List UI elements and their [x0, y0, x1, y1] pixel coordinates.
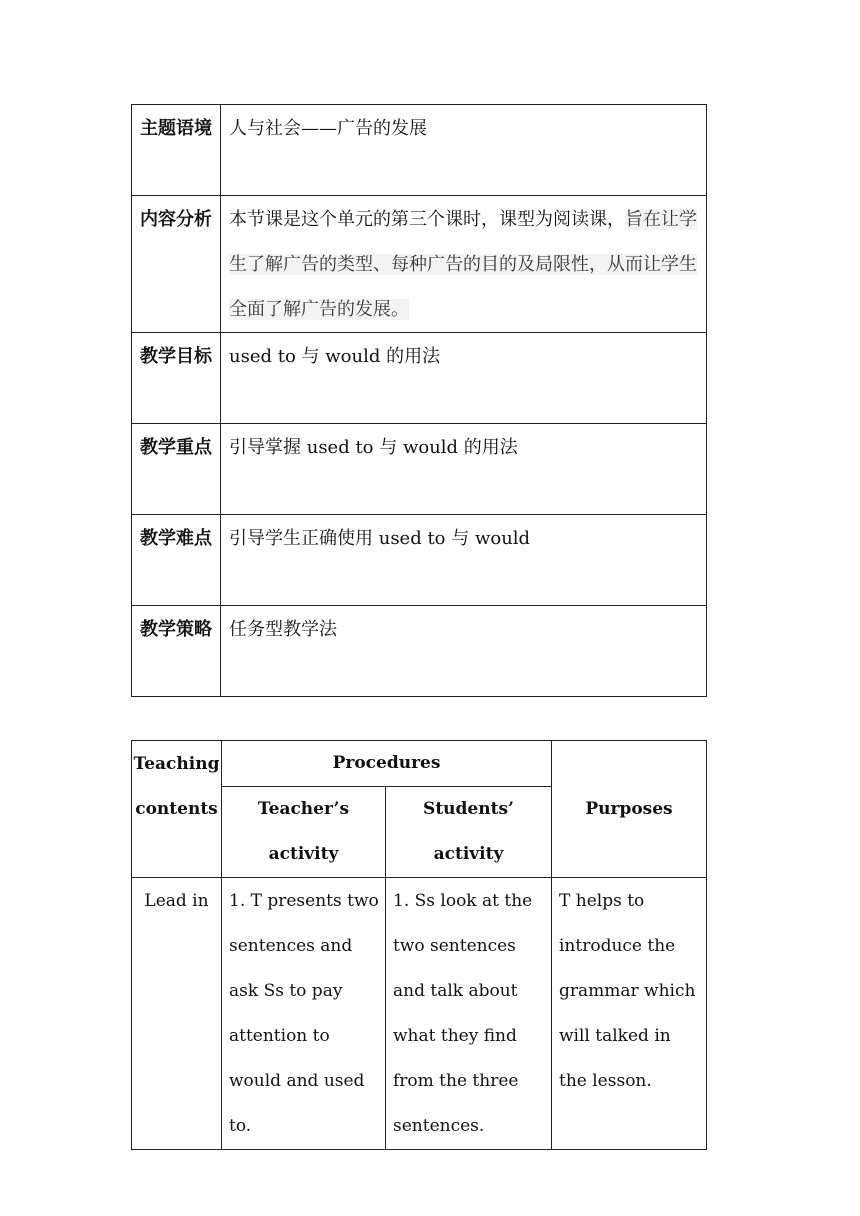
- info-row-objectives: [132, 333, 707, 424]
- cell-teacher-activity: 1. T presents two sentences and ask Ss to pay attention to would and used to.: [222, 878, 386, 1150]
- info-value-objectives: used to 与 would 的用法: [221, 333, 707, 424]
- procedures-row-lead-in: [132, 878, 707, 1150]
- info-value-content-analysis: [221, 196, 707, 333]
- procedures-table: [131, 740, 707, 1150]
- info-row-key-points: [132, 424, 707, 515]
- info-value-theme: 人与社会——广告的发展: [221, 105, 707, 196]
- info-row-theme: [132, 105, 707, 196]
- info-label-theme: 主题语境: [132, 105, 221, 196]
- info-value-difficulties: 引导学生正确使用 used to 与 would: [221, 515, 707, 606]
- header-procedures: Procedures: [222, 741, 552, 787]
- content-analysis-text: 本节课是这个单元的第三个课时，课型为阅读课，: [229, 209, 625, 230]
- cell-teaching-content: Lead in: [132, 878, 222, 1150]
- info-row-difficulties: [132, 515, 707, 606]
- info-label-objectives: 教学目标: [132, 333, 221, 424]
- header-teacher-activity: Teacher’s activity: [222, 787, 386, 878]
- procedures-header-row-1: [132, 741, 707, 787]
- info-label-key-points: 教学重点: [132, 424, 221, 515]
- header-purposes: Purposes: [552, 741, 707, 878]
- info-row-strategy: [132, 606, 707, 697]
- header-students-activity: Students’ activity: [386, 787, 552, 878]
- header-teaching-contents: Teaching contents: [132, 741, 222, 878]
- info-value-key-points: 引导掌握 used to 与 would 的用法: [221, 424, 707, 515]
- info-label-strategy: 教学策略: [132, 606, 221, 697]
- content-analysis-highlighted-text: 旨在让学生了解广告的类型、每种广告的目的及局限性，从而让学生全面了解广告的发展。: [229, 209, 697, 320]
- info-label-difficulties: 教学难点: [132, 515, 221, 606]
- cell-purpose: T helps to introduce the grammar which will talked in the lesson.: [552, 878, 707, 1150]
- info-value-strategy: 任务型教学法: [221, 606, 707, 697]
- info-row-content-analysis: [132, 196, 707, 333]
- info-label-content-analysis: 内容分析: [132, 196, 221, 333]
- cell-students-activity: 1. Ss look at the two sentences and talk about what they find from the three sentences.: [386, 878, 552, 1150]
- lesson-info-table: [131, 104, 707, 697]
